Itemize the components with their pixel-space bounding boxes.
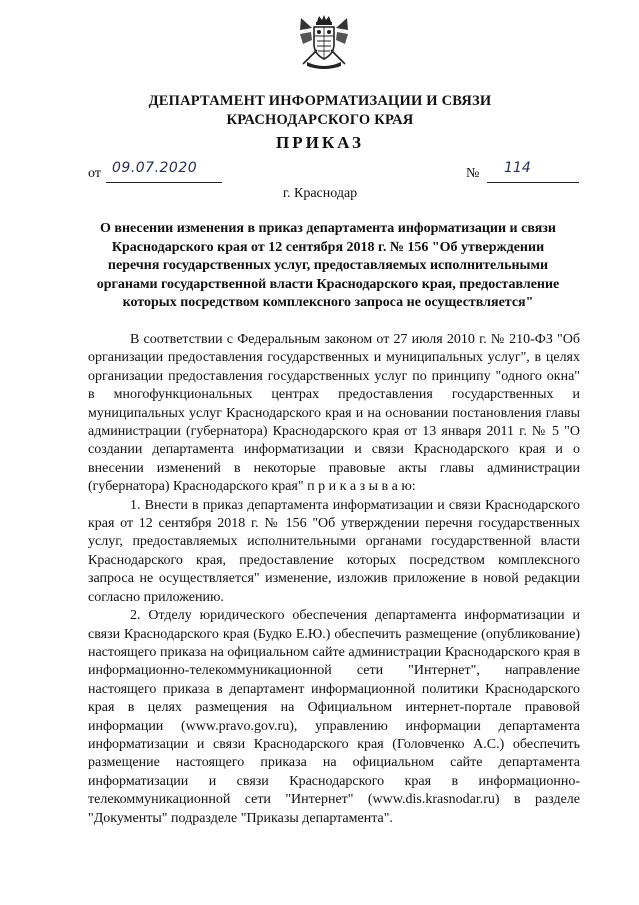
department-line-2: КРАСНОДАРСКОГО КРАЯ [226,112,414,128]
number-prefix: № [466,166,480,181]
coat-of-arms-icon [297,14,351,72]
date-underline [106,182,222,183]
department-name [60,92,580,130]
paragraph-item-2: 2. Отделу юридического обеспечения департамента информатизации и связи Краснодарского края (Будко Е.Ю.) обеспечить размещение (опубликование) настоящего приказа на официальном сайте администрации Краснодарского края в информационно-телекоммуникационной сети "Интернет", направление настоящего приказа в департамент информационной политики Краснодарского края в целях размещения на Официальном интернет-портале правовой информации (www.pravo.gov.ru), управлению информации департамента информатизации и связи Краснодарского края (Головченко А.С.) обеспечить размещение настоящего приказа на официальном сайте департамента информатизации и связи Краснодарского края в информационно-телекоммуникационной сети "Интернет" (www.dis.krasnodar.ru) в разделе "Документы" подразделе "Приказы департамента". [88,608,580,826]
number-value: 114 [504,160,531,176]
number-underline [487,182,579,183]
document-body [88,331,580,828]
document-title: О внесении изменения в приказ департамента информатизации и связи Краснодарского края от 12 сентября 2018 г. № 156 "Об утверждении перечня государственных услуг, предоставляемых исполнительными органами государственной власти Краснодарского края, предоставление которых посредством комплексного запроса не осуществляется" [96,221,560,310]
department-line-1: ДЕПАРТАМЕНТ ИНФОРМАТИЗАЦИИ И СВЯЗИ [148,93,492,109]
city: г. Краснодар [282,186,358,201]
paragraph-preamble: В соответствии с Федеральным законом от 27 июля 2010 г. № 210-ФЗ "Об организации предоставления государственных и муниципальных услуг", в целях организации предоставления государственных услуг по принципу "одного окна" в многофункциональных центрах предоставления государственных и муниципальных услуг Краснодарского края и на основании постановления главы администрации (губернатора) Краснодарского края от 13 января 2011 г. № 5 "О создании департамента информатизации и связи Краснодарского края и о внесении изменений в некоторые правовые акты главы администрации (губернатора) Краснодарского края" п р и к а з ы в а ю: [88,332,580,495]
date-prefix: от [88,166,101,181]
date-value: 09.07.2020 [112,160,198,176]
paragraph-item-1: 1. Внести в приказ департамента информатизации и связи Краснодарского края от 12 сентября 2018 г. № 156 "Об утверждении перечня государственных услуг, предоставляемых исполнительными органами государственной власти Краснодарского края, предоставление которых посредством комплексного запроса не осуществляется" изменение, изложив приложение в новой редакции согласно приложению. [88,497,580,605]
document-type: ПРИКАЗ [276,133,364,152]
